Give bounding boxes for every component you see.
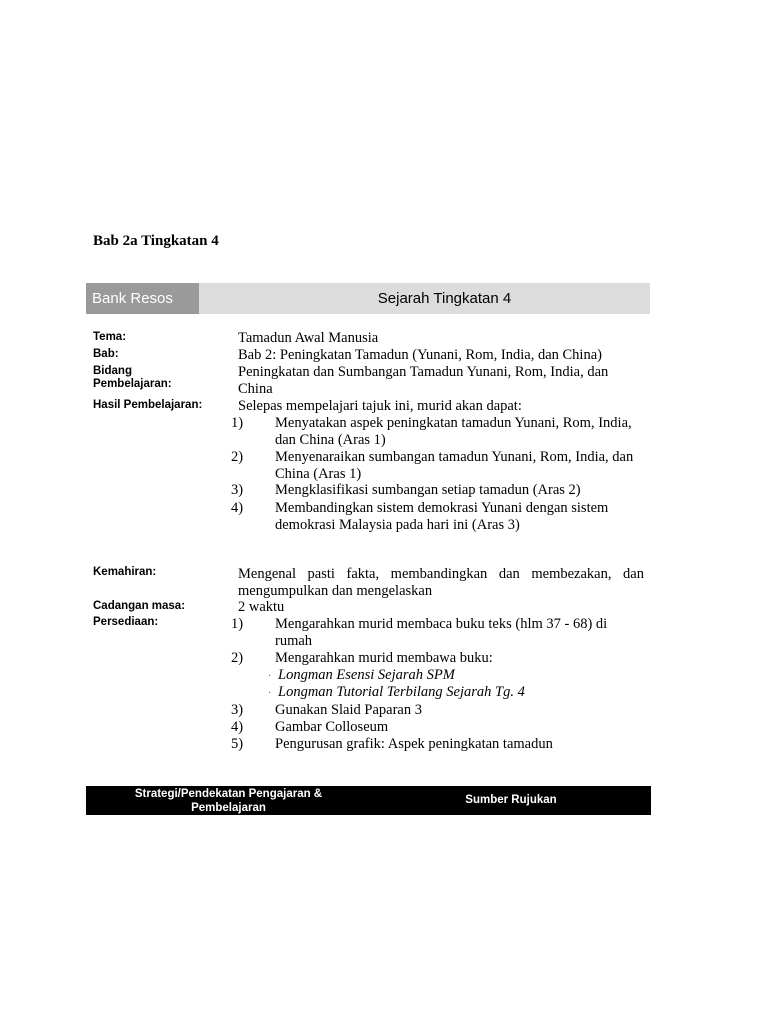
label-hasil: Hasil Pembelajaran:	[93, 399, 203, 411]
bullet-icon: ·	[268, 688, 272, 699]
persediaan-item-text: Mengarahkan murid membaca buku teks (hlm 37 - 68) di rumah	[275, 616, 608, 649]
persediaan-item-number: 1)	[231, 616, 244, 632]
persediaan-item-number: 5)	[231, 736, 244, 752]
header-sumber-rujukan: Sumber Rujukan	[465, 794, 557, 806]
value-tema: Tamadun Awal Manusia	[238, 330, 379, 346]
value-bidang: Peningkatan dan Sumbangan Tamadun Yunani, Rom, India, dan China	[238, 364, 609, 397]
persediaan-item-text: Mengarahkan murid membawa buku:	[275, 650, 493, 666]
persediaan-item-text: Gunakan Slaid Paparan 3	[275, 702, 422, 718]
header-strategy-line1: Strategi/Pendekatan Pengajaran &	[134, 788, 323, 800]
hasil-item-number: 3)	[231, 482, 244, 498]
header-strategy	[116, 787, 341, 815]
hasil-item-number: 2)	[231, 449, 244, 465]
hasil-item-number: 1)	[231, 415, 244, 431]
persediaan-item-number: 2)	[231, 650, 244, 666]
banner-left-label: Bank Resos	[86, 283, 199, 314]
hasil-item-number: 4)	[231, 500, 244, 516]
bullet-icon: ·	[268, 671, 272, 682]
banner-right-title: Sejarah Tingkatan 4	[377, 290, 512, 307]
page-title: Bab 2a Tingkatan 4	[93, 233, 219, 249]
header-strategy-line2: Pembelajaran	[191, 802, 266, 814]
persediaan-item-number: 4)	[231, 719, 244, 735]
strategy-table-header	[86, 786, 651, 815]
label-persediaan: Persediaan:	[93, 616, 159, 628]
persediaan-item-number: 3)	[231, 702, 244, 718]
label-cadangan: Cadangan masa:	[93, 600, 186, 612]
header-banner	[86, 283, 650, 314]
label-bidang-line1: Bidang	[93, 365, 132, 377]
hasil-item-text: Membandingkan sistem demokrasi Yunani dengan sistem demokrasi Malaysia pada hari ini (Aras 3)	[275, 500, 609, 533]
hasil-item-text: Menyenaraikan sumbangan tamadun Yunani, Rom, India, dan China (Aras 1)	[275, 449, 634, 482]
value-cadangan: 2 waktu	[238, 599, 285, 615]
label-kemahiran: Kemahiran:	[93, 566, 157, 578]
value-hasil-intro: Selepas mempelajari tajuk ini, murid akan dapat:	[238, 398, 522, 414]
value-bab: Bab 2: Peningkatan Tamadun (Yunani, Rom, India, dan China)	[238, 347, 602, 363]
book-title: Longman Tutorial Terbilang Sejarah Tg. 4	[278, 684, 525, 700]
hasil-item-text: Mengklasifikasi sumbangan setiap tamadun (Aras 2)	[275, 482, 581, 498]
persediaan-item-text: Pengurusan grafik: Aspek peningkatan tamadun	[275, 736, 553, 752]
label-tema: Tema:	[93, 331, 127, 343]
hasil-item-text: Menyatakan aspek peningkatan tamadun Yunani, Rom, India, dan China (Aras 1)	[275, 415, 632, 448]
label-bab: Bab:	[93, 348, 119, 360]
persediaan-item-text: Gambar Colloseum	[275, 719, 389, 735]
label-bidang-line2: Pembelajaran:	[93, 378, 172, 390]
value-kemahiran: Mengenal pasti fakta, membandingkan dan membezakan, dan mengumpulkan dan mengelaskan	[238, 566, 644, 599]
book-title: Longman Esensi Sejarah SPM	[278, 667, 455, 683]
